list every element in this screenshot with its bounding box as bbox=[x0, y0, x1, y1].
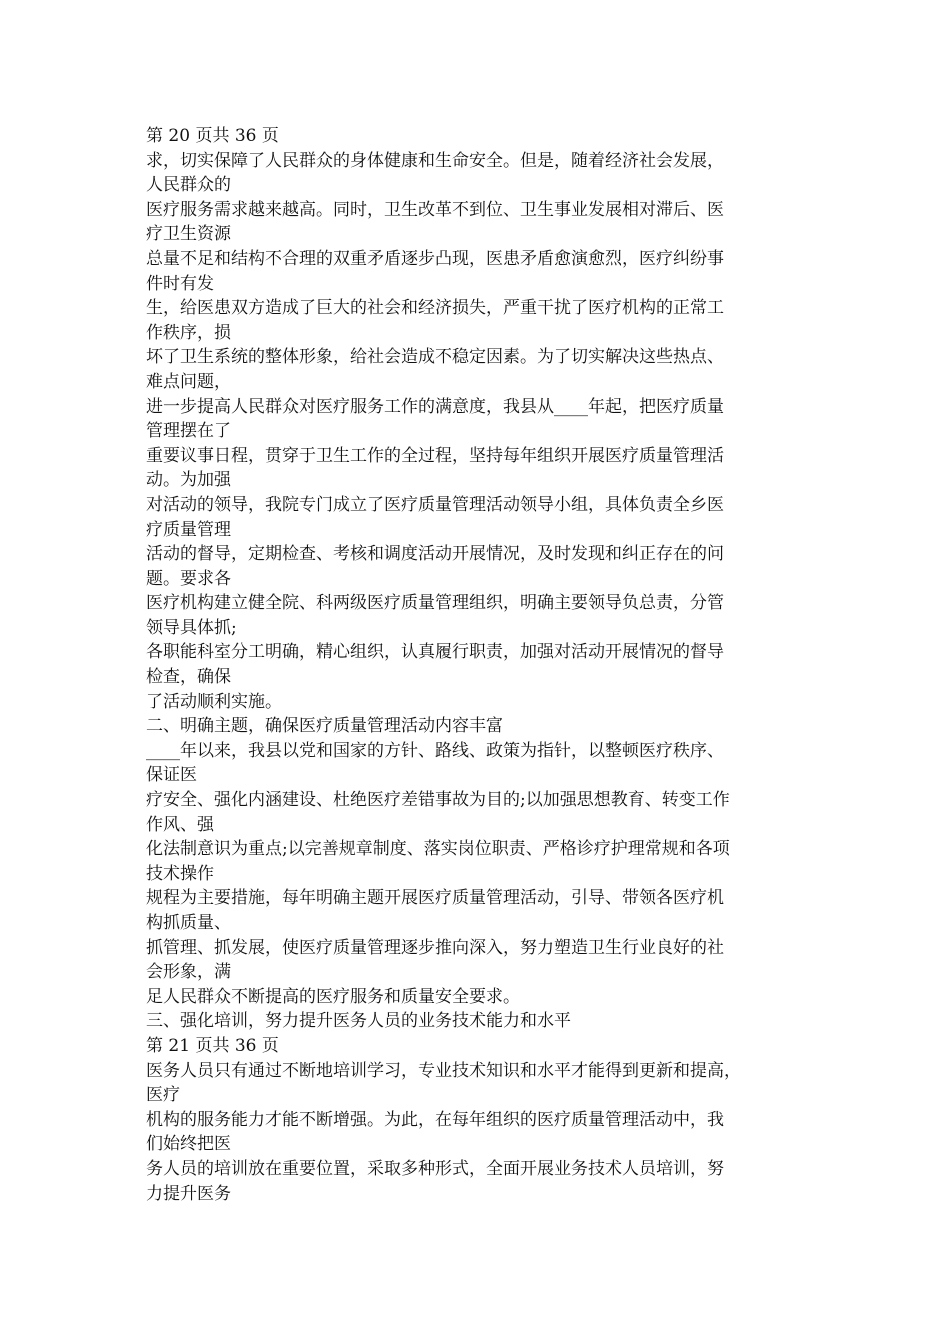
text-line: 坏了卫生系统的整体形象，给社会造成不稳定因素。为了切实解决这些热点、 bbox=[146, 347, 724, 368]
text-line: 第 20 页共 36 页 bbox=[146, 126, 279, 146]
text-line: 检查，确保 bbox=[146, 667, 231, 688]
text-line: 疗安全、强化内涵建设、杜绝医疗差错事故为目的;以加强思想教育、转变工作 bbox=[146, 790, 730, 811]
text-line: 疗质量管理 bbox=[146, 519, 231, 540]
text-line: 人民群众的 bbox=[146, 175, 231, 196]
text-line: 三、强化培训，努力提升医务人员的业务技术能力和水平 bbox=[146, 1011, 571, 1032]
text-line: 各职能科室分工明确，精心组织，认真履行职责，加强对活动开展情况的督导 bbox=[146, 642, 724, 663]
text-line: 管理摆在了 bbox=[146, 421, 231, 442]
text-line: 作风、强 bbox=[146, 814, 214, 835]
text-line: 总量不足和结构不合理的双重矛盾逐步凸现，医患矛盾愈演愈烈，医疗纠纷事 bbox=[146, 248, 724, 269]
text-line: 难点问题， bbox=[146, 371, 231, 392]
text-line: 会形象，满 bbox=[146, 962, 231, 983]
text-line: 二、明确主题，确保医疗质量管理活动内容丰富 bbox=[146, 716, 503, 737]
text-line: 进一步提高人民群众对医疗服务工作的满意度，我县从____年起，把医疗质量 bbox=[146, 396, 724, 417]
text-line: 规程为主要措施，每年明确主题开展医疗质量管理活动，引导、带领各医疗机 bbox=[146, 888, 724, 909]
text-line: 重要议事日程，贯穿于卫生工作的全过程，坚持每年组织开展医疗质量管理活 bbox=[146, 445, 724, 466]
text-line: 足人民群众不断提高的医疗服务和质量安全要求。 bbox=[146, 986, 520, 1007]
text-line: 务人员的培训放在重要位置，采取多种形式，全面开展业务技术人员培训，努 bbox=[146, 1158, 724, 1179]
text-line: 动。为加强 bbox=[146, 470, 231, 491]
text-line: 保证医 bbox=[146, 765, 197, 786]
text-line: 技术操作 bbox=[146, 863, 214, 884]
text-line: 抓管理、抓发展，使医疗质量管理逐步推向深入，努力塑造卫生行业良好的社 bbox=[146, 937, 724, 958]
text-line: 构抓质量、 bbox=[146, 913, 231, 933]
text-line: 化法制意识为重点;以完善规章制度、落实岗位职责、严格诊疗护理常规和各项 bbox=[146, 839, 730, 860]
text-line: 医疗机构建立健全院、科两级医疗质量管理组织，明确主要领导负总责，分管 bbox=[146, 593, 724, 614]
text-line: 题。要求各 bbox=[146, 568, 231, 589]
text-line: 机构的服务能力才能不断增强。为此，在每年组织的医疗质量管理活动中，我 bbox=[146, 1109, 724, 1130]
text-line: 医务人员只有通过不断地培训学习，专业技术知识和水平才能得到更新和提高， bbox=[146, 1060, 741, 1081]
text-line: 医疗服务需求越来越高。同时，卫生改革不到位、卫生事业发展相对滞后、医 bbox=[146, 199, 724, 220]
text-line: 件时有发 bbox=[146, 273, 214, 294]
text-line: 疗卫生资源 bbox=[146, 224, 231, 245]
text-line: 对活动的领导，我院专门成立了医疗质量管理活动领导小组，具体负责全乡医 bbox=[146, 494, 724, 515]
text-line: 医疗 bbox=[146, 1085, 180, 1106]
text-line: 领导具体抓; bbox=[146, 617, 237, 638]
text-line: 第 21 页共 36 页 bbox=[146, 1035, 279, 1056]
text-line: 力提升医务 bbox=[146, 1183, 231, 1204]
text-line: 生，给医患双方造成了巨大的社会和经济损失，严重干扰了医疗机构的正常工 bbox=[146, 298, 724, 319]
text-line: 求，切实保障了人民群众的身体健康和生命安全。但是，随着经济社会发展， bbox=[146, 150, 724, 171]
text-line: ____年以来，我县以党和国家的方针、路线、政策为指针，以整顿医疗秩序、 bbox=[146, 740, 724, 761]
text-line: 作秩序，损 bbox=[146, 322, 231, 343]
document-page bbox=[146, 124, 836, 1206]
text-line: 们始终把医 bbox=[146, 1134, 231, 1155]
text-line: 了活动顺利实施。 bbox=[146, 691, 282, 712]
text-line: 活动的督导，定期检查、考核和调度活动开展情况，及时发现和纠正存在的问 bbox=[146, 544, 724, 565]
